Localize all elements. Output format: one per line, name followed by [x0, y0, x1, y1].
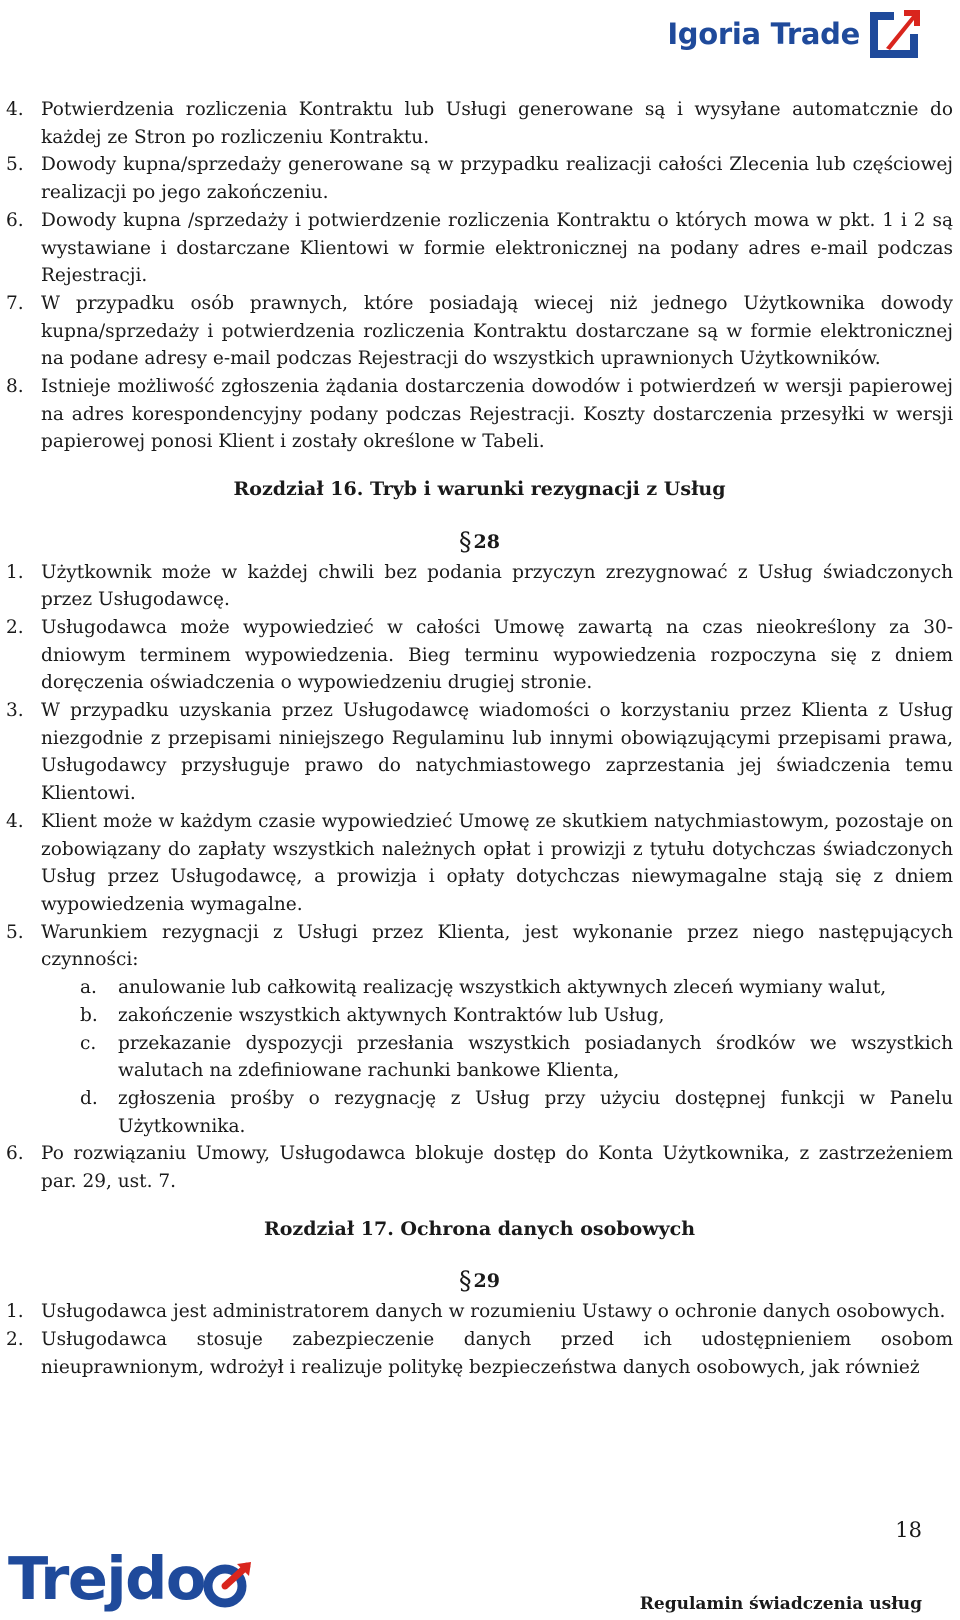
list-item: 2. Usługodawca stosuje zabezpieczenie danych przed ich udostępnieniem osobom nieuprawnionym, wdrożył i realizuje politykę bezpieczeństwa danych osobowych, jak również — [6, 1328, 953, 1378]
trejdoo-logo — [8, 1543, 261, 1613]
list-item: 6. Po rozwiązaniu Umowy, Usługodawca blokuje dostęp do Konta Użytkownika, z zastrzeżeniem par. 29, ust. 7. — [6, 1143, 953, 1193]
igoria-trade-logo — [667, 6, 922, 62]
list-item: 7. W przypadku osób prawnych, które posiadają wiecej niż jednego Użytkownika dowody kupna/sprzedaży i potwierdzenia rozliczenia Kontraktu dostarczane są w formie elektronicznej na podane adresy e-mail podczas Rejestracji do wszystkich uprawnionych Użytkowników. — [6, 292, 953, 370]
section-sign: § — [459, 526, 472, 556]
sub-list-item: b. zakończenie wszystkich aktywnych Kontraktów lub Usług, — [80, 1004, 665, 1026]
list-item: 3. W przypadku uzyskania przez Usługodawcę wiadomości o korzystaniu przez Klienta z Usług niezgodnie z przepisami niniejszego Regulaminu lub innymi obowiązującymi przepisami prawa, Usługodawcy przysługuje prawo do natychmiastowego zaprzestania jej świadczenia temu Klientowi. — [6, 700, 953, 805]
list-item: 2. Usługodawca może wypowiedzieć w całości Umowę zawartą na czas nieokreślony za 30-dniowym terminem wypowiedzenia. Bieg terminu wypowiedzenia rozpoczyna się z dniem doręczenia oświadczenia o wypowiedzeniu drugiej stronie. — [6, 616, 953, 694]
list-item: 8. Istnieje możliwość zgłoszenia żądania dostarczenia dowodów i potwierdzeń w wersji papierowej na adres korespondencyjny podany podczas Rejestracji. Koszty dostarczenia przesyłki w wersji papierowej ponosi Klient i zostały określone w Tabeli. — [6, 376, 953, 453]
logo-wordmark: Igoria Trade — [667, 17, 860, 51]
chapter-heading: Rozdział 16. Tryb i warunki rezygnacji z Usług — [233, 478, 726, 501]
paragraph-number: § 28 — [459, 526, 500, 556]
logo-wordmark: Trejdo — [8, 1543, 205, 1613]
paragraph-number: § 29 — [459, 1266, 500, 1296]
logo-o-arrow-icon — [201, 1558, 261, 1608]
sub-list-item: a. anulowanie lub całkowitą realizację wszystkich aktywnych zleceń wymiany walut, — [80, 977, 887, 999]
list-item: 4. Klient może w każdym czasie wypowiedzieć Umowę ze skutkiem natychmiastowym, pozostaje on zobowiązany do zapłaty wszystkich należnych opłat i prowizji z tytułu dotychczas świadczonych Usług przez Usługodawcę, a prowizja i opłaty dotychczas niewymagalne stają się z dniem wypowiedzenia wymagalne. — [6, 810, 953, 915]
list-item: 1. Użytkownik może w każdej chwili bez podania przyczyn zrezygnować z Usług świadczonych przez Usługodawcę. — [6, 561, 953, 611]
sub-list-item: d. zgłoszenia prośby o rezygnację z Usług przy użyciu dostępnej funkcji w Panelu Użytkownika. — [80, 1087, 953, 1137]
chapter-heading: Rozdział 17. Ochrona danych osobowych — [263, 1217, 696, 1240]
list-item: 1. Usługodawca jest administratorem danych w rozumieniu Ustawy o ochronie danych osobowych. — [6, 1301, 946, 1323]
list-item: 4. Potwierdzenia rozliczenia Kontraktu lub Usługi generowane są i wysyłane automatcznie do każdej ze Stron po rozliczeniu Kontraktu. — [6, 99, 953, 148]
sub-list-item: c. przekazanie dyspozycji przesłania wszystkich posiadanych środków we wszystkich walutach na zdefiniowane rachunki bankowe Klienta, — [80, 1032, 953, 1082]
document-body — [6, 96, 953, 1381]
section-sign: § — [459, 1266, 472, 1296]
list-item: 6. Dowody kupna /sprzedaży i potwierdzenie rozliczenia Kontraktu o których mowa w pkt. 1 i 2 są wystawiane i dostarczane Klientowi w formie elektronicznej na podany adres e-mail podczas Rejestracji. — [6, 209, 953, 287]
page-number: 18 — [895, 1518, 922, 1542]
logo-arrow-icon — [866, 6, 922, 62]
document-title: Regulamin świadczenia usług — [639, 1594, 922, 1614]
list-item: 5. Dowody kupna/sprzedaży generowane są w przypadku realizacji całości Zlecenia lub częściowej realizacji po jego zakończeniu. — [6, 154, 953, 204]
list-item: 5. Warunkiem rezygnacji z Usługi przez Klienta, jest wykonanie przez niego następujących czynności: — [6, 921, 953, 971]
